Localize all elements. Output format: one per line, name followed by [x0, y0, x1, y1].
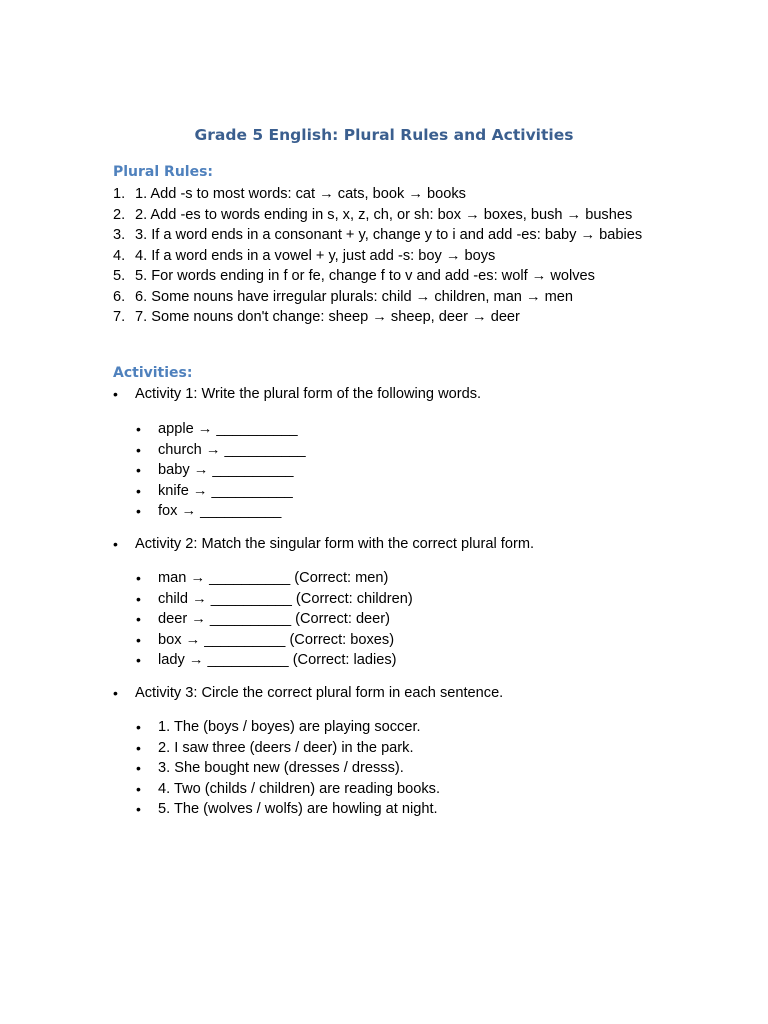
- activities-heading: Activities:: [113, 365, 193, 381]
- activity-3-text: Activity 3: Circle the correct plural form in each sentence.: [135, 685, 504, 701]
- bullet-icon: •: [136, 462, 141, 478]
- activity-3-items: [136, 717, 656, 820]
- rule-item: [113, 266, 673, 287]
- rule-text: 5. For words ending in f or fe, change f to v and add -es: wolf → wolves: [135, 268, 595, 284]
- rule-number: 7.: [113, 309, 126, 325]
- list-item: [136, 717, 656, 738]
- rule-number: 3.: [113, 227, 126, 243]
- bullet-icon: •: [136, 719, 141, 735]
- list-item: [136, 419, 656, 440]
- rule-text: 3. If a word ends in a consonant + y, change y to i and add -es: baby → babies: [135, 227, 643, 243]
- item-text: fox → __________: [158, 503, 282, 519]
- item-text: box → __________ (Correct: boxes): [158, 631, 395, 648]
- item-text: lady → __________ (Correct: ladies): [158, 652, 397, 668]
- rule-text: 4. If a word ends in a vowel + y, just add -s: boy → boys: [135, 247, 496, 264]
- rule-text: 2. Add -es to words ending in s, x, z, ch, or sh: box → boxes, bush → bushes: [135, 206, 633, 223]
- list-item: [136, 501, 656, 522]
- rule-item: [113, 205, 673, 226]
- list-item: [136, 568, 656, 589]
- item-text: deer → __________ (Correct: deer): [158, 611, 391, 627]
- item-text: child → __________ (Correct: children): [158, 590, 413, 607]
- bullet-icon: •: [136, 631, 141, 648]
- rule-item: [113, 287, 673, 308]
- list-item: [136, 630, 656, 651]
- activity-1-text: Activity 1: Write the plural form of the following words.: [135, 386, 482, 402]
- activity-2: [113, 534, 673, 555]
- bullet-icon: •: [136, 780, 141, 797]
- item-text: 1. The (boys / boyes) are playing soccer.: [158, 719, 421, 735]
- bullet-icon: •: [136, 421, 141, 437]
- item-text: 5. The (wolves / wolfs) are howling at night.: [158, 801, 438, 817]
- rule-number: 6.: [113, 288, 126, 305]
- list-item: [136, 779, 656, 800]
- item-text: church → __________: [158, 441, 306, 458]
- rule-text: 6. Some nouns have irregular plurals: child → children, man → men: [135, 288, 574, 305]
- rule-text: 1. Add -s to most words: cat → cats, book → books: [135, 186, 466, 202]
- item-text: apple → __________: [158, 421, 298, 437]
- list-item: [136, 738, 656, 759]
- activity-1-items: [136, 419, 656, 522]
- item-text: baby → __________: [158, 462, 294, 478]
- list-item: [136, 481, 656, 502]
- bullet-icon: •: [136, 739, 141, 756]
- list-item: [136, 440, 656, 461]
- bullet-icon: •: [113, 386, 118, 402]
- rule-item: [113, 307, 673, 328]
- list-item: [136, 589, 656, 610]
- bullet-icon: •: [136, 611, 141, 627]
- activity-3: [113, 683, 673, 704]
- rule-text: 7. Some nouns don't change: sheep → sheep, deer → deer: [135, 309, 520, 325]
- item-text: knife → __________: [158, 482, 293, 499]
- activity-1: [113, 384, 673, 405]
- list-item: [136, 460, 656, 481]
- rule-number: 1.: [113, 186, 126, 202]
- bullet-icon: •: [113, 685, 118, 701]
- bullet-icon: •: [136, 482, 141, 499]
- list-item: [136, 609, 656, 630]
- item-text: 4. Two (childs / children) are reading books.: [158, 780, 441, 797]
- list-item: [136, 650, 656, 671]
- bullet-icon: •: [136, 652, 141, 668]
- bullet-icon: •: [136, 441, 141, 458]
- list-item: [136, 758, 656, 779]
- bullet-icon: •: [136, 760, 141, 776]
- activity-2-items: [136, 568, 656, 671]
- bullet-icon: •: [136, 801, 141, 817]
- bullet-icon: •: [136, 570, 141, 586]
- plural-rules-heading: Plural Rules:: [113, 164, 214, 180]
- rule-number: 4.: [113, 247, 126, 264]
- rule-item: [113, 184, 673, 205]
- item-text: man → __________ (Correct: men): [158, 570, 389, 586]
- plural-rules-list: [113, 184, 673, 328]
- rule-item: [113, 246, 673, 267]
- bullet-icon: •: [136, 503, 141, 519]
- rule-number: 2.: [113, 206, 126, 223]
- page-title: Grade 5 English: Plural Rules and Activities: [194, 126, 574, 144]
- bullet-icon: •: [113, 536, 118, 552]
- item-text: 3. She bought new (dresses / dresss).: [158, 760, 404, 776]
- rule-number: 5.: [113, 268, 126, 284]
- activity-2-text: Activity 2: Match the singular form with the correct plural form.: [135, 536, 535, 552]
- rule-item: [113, 225, 673, 246]
- item-text: 2. I saw three (deers / deer) in the park.: [158, 739, 414, 756]
- list-item: [136, 799, 656, 820]
- bullet-icon: •: [136, 590, 141, 607]
